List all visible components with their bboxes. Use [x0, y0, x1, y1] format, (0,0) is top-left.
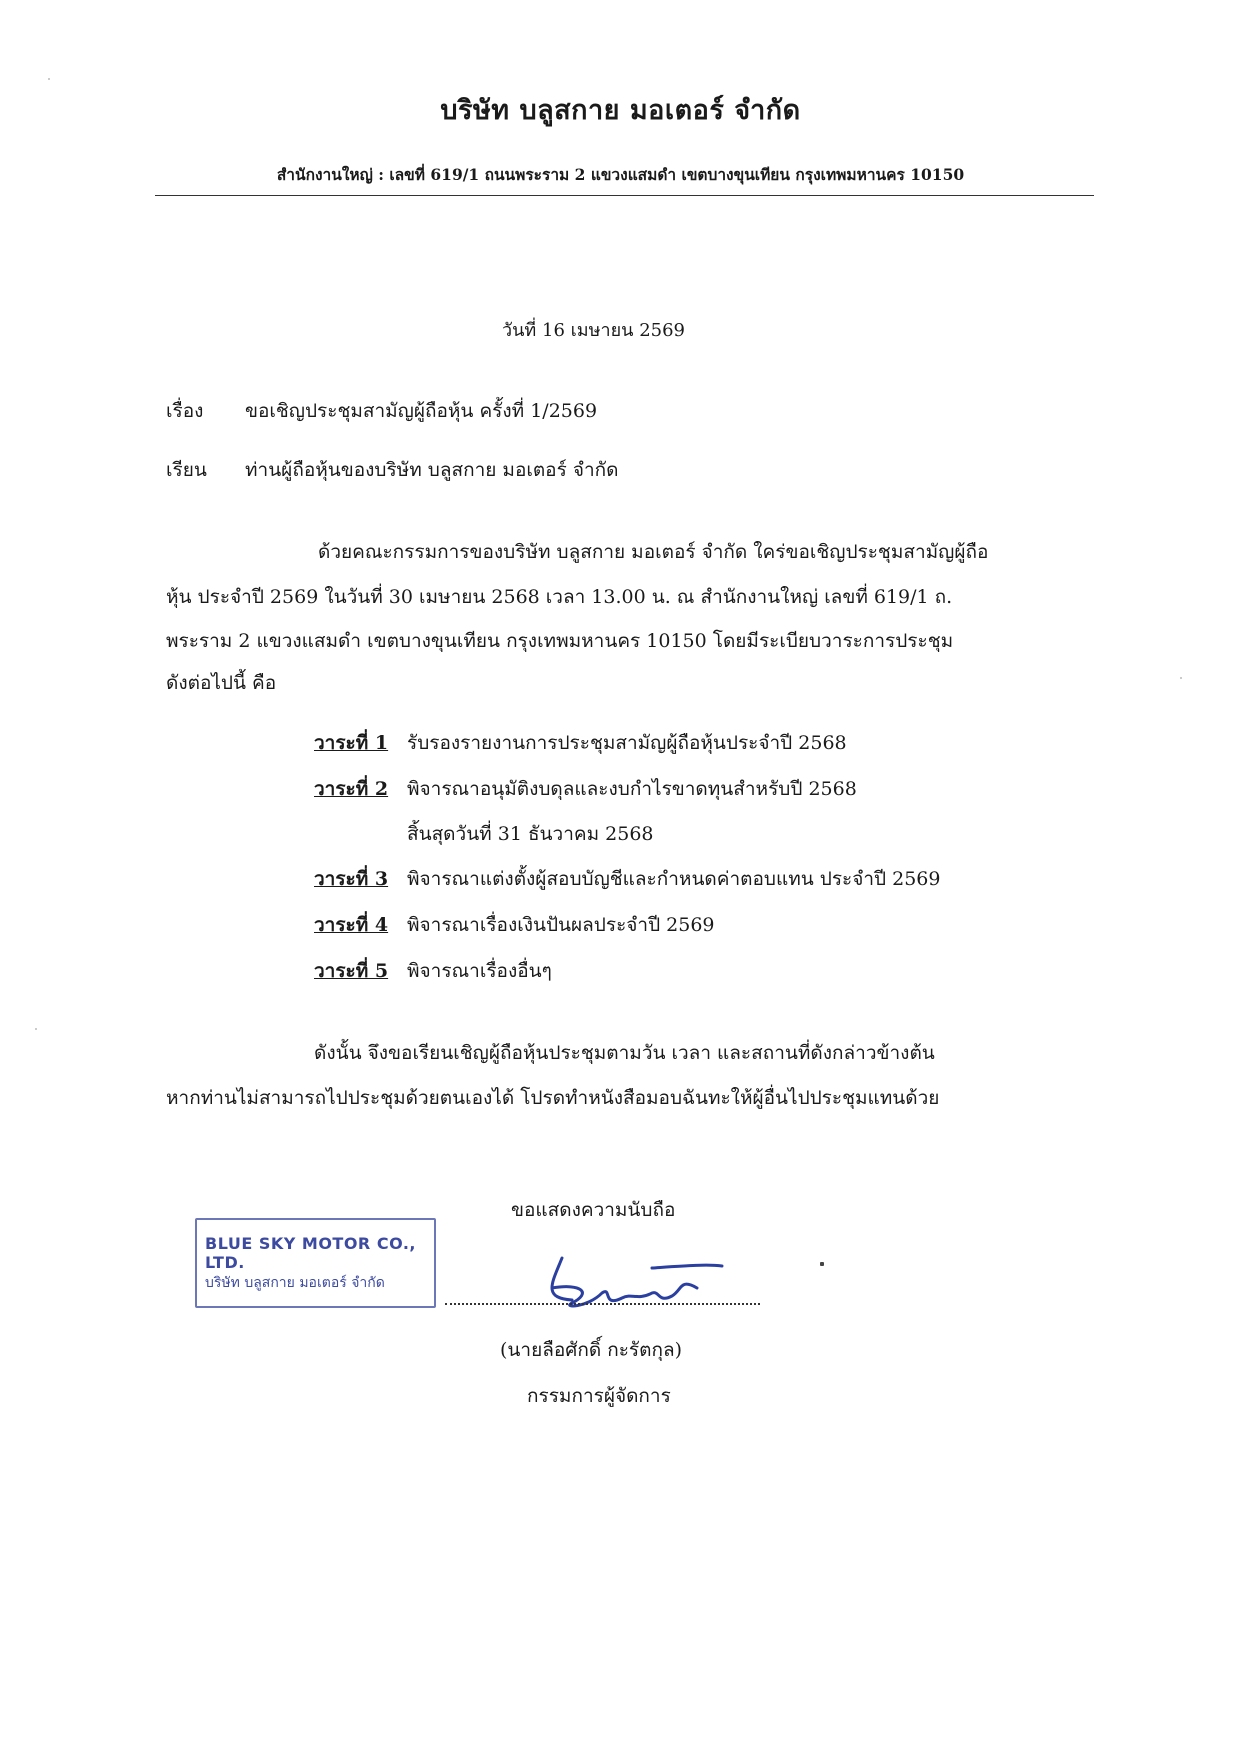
signature — [532, 1238, 732, 1318]
recipient-row — [166, 455, 866, 485]
signature-line — [445, 1303, 760, 1305]
agenda-text: รับรองรายงานการประชุมสามัญผู้ถือหุ้นประจำปี 2568 — [407, 732, 847, 754]
agenda-text: พิจารณาเรื่องอื่นๆ — [407, 960, 552, 982]
agenda-key: วาระที่ 2 — [314, 778, 389, 800]
signer-name: (นายลือศักดิ์ กะรัตกุล) — [500, 1339, 683, 1361]
company-address: สำนักงานใหญ่ : เลขที่ 619/1 ถนนพระราม 2 แขวงแสมดำ เขตบางขุนเทียน กรุงเทพมหานคร 10150 — [276, 165, 965, 184]
conclusion-line: หากท่านไม่สามารถไปประชุมด้วยตนเองได้ โปรดทำหนังสือมอบฉันทะให้ผู้อื่นไปประชุมแทนด้วย — [166, 1087, 940, 1109]
subject-label: เรื่อง — [166, 400, 204, 422]
letter-date: วันที่ 16 เมษายน 2569 — [502, 320, 685, 341]
stamp-line-th: บริษัท บลูสกาย มอเตอร์ จำกัด — [205, 1275, 385, 1291]
intro-line: หุ้น ประจำปี 2569 ในวันที่ 30 เมษายน 2568 เวลา 13.00 น. ณ สำนักงานใหญ่ เลขที่ 619/1 ถ. — [166, 586, 953, 608]
recipient-label: เรียน — [166, 459, 207, 481]
scan-speck — [1180, 677, 1182, 679]
agenda-text: พิจารณาเรื่องเงินปันผลประจำปี 2569 — [407, 914, 715, 936]
company-stamp — [195, 1218, 436, 1308]
agenda-text: พิจารณาอนุมัติงบดุลและงบกำไรขาดทุนสำหรับปี 2568 — [407, 778, 857, 800]
agenda-key: วาระที่ 3 — [314, 868, 389, 890]
recipient-value: ท่านผู้ถือหุ้นของบริษัท บลูสกาย มอเตอร์ จำกัด — [245, 459, 619, 481]
stamp-line-en: BLUE SKY MOTOR CO., LTD. — [205, 1234, 416, 1272]
agenda-text: พิจารณาแต่งตั้งผู้สอบบัญชีและกำหนดค่าตอบแทน ประจำปี 2569 — [407, 868, 941, 890]
scan-speck — [48, 78, 50, 80]
agenda-key: วาระที่ 4 — [314, 914, 389, 936]
company-name: บริษัท บลูสกาย มอเตอร์ จำกัด — [440, 95, 801, 126]
agenda-text: สิ้นสุดวันที่ 31 ธันวาคม 2568 — [407, 823, 654, 845]
signer-title: กรรมการผู้จัดการ — [527, 1385, 671, 1407]
intro-line: ดังต่อไปนี้ คือ — [166, 672, 277, 694]
header-rule — [155, 195, 1094, 196]
closing-text: ขอแสดงความนับถือ — [511, 1199, 676, 1221]
subject-value: ขอเชิญประชุมสามัญผู้ถือหุ้น ครั้งที่ 1/2569 — [245, 400, 598, 422]
scan-speck — [35, 1028, 37, 1030]
conclusion-line: ดังนั้น จึงขอเรียนเชิญผู้ถือหุ้นประชุมตามวัน เวลา และสถานที่ดังกล่าวข้างต้น — [314, 1042, 935, 1064]
subject-row — [166, 396, 866, 426]
agenda-key: วาระที่ 5 — [314, 960, 389, 982]
scan-speck — [820, 1262, 824, 1266]
intro-line: พระราม 2 แขวงแสมดำ เขตบางขุนเทียน กรุงเทพมหานคร 10150 โดยมีระเบียบวาระการประชุม — [166, 630, 954, 652]
intro-line: ด้วยคณะกรรมการของบริษัท บลูสกาย มอเตอร์ จำกัด ใคร่ขอเชิญประชุมสามัญผู้ถือ — [318, 541, 989, 563]
agenda-key: วาระที่ 1 — [314, 732, 389, 754]
